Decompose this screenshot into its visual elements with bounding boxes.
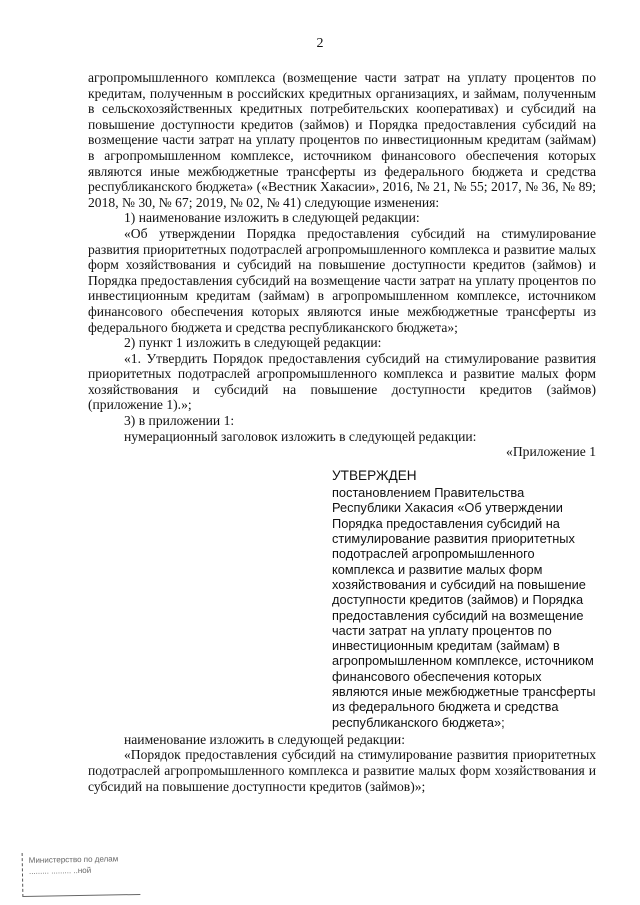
approval-text: постановлением Правительства Республики Хакасия «Об утверждении Порядка предоставления субсидий на стимулирование развития приоритетных подотраслей агропромышленного комплекса и развитие малых форм хозяйствования и субсидий на повышение доступности кредитов (займов) и Порядка предоставления субсидий на возмещение части затрат на уплату процентов по инвестиционным кредитам (займам) в агропромышленном комплексе, источником финансового обеспечения которых являются иные межбюджетные трансферты из федерального бюджета и средства республиканского бюджета»; bbox=[332, 485, 596, 730]
appendix-label: «Приложение 1 bbox=[506, 444, 596, 460]
name-instruction: наименование изложить в следующей редакции: bbox=[124, 731, 405, 747]
item-2-intro: 2) пункт 1 изложить в следующей редакции: bbox=[124, 335, 382, 351]
stamp-line-2: ......... ......... ..ной bbox=[28, 865, 92, 876]
approval-heading: УТВЕРЖДЕН bbox=[332, 467, 417, 483]
item-1-quote: «Об утверждении Порядка предоставления субсидий на стимулирование развития приоритетных подотраслей агропромышленного комплекса и развитие малых форм хозяйствования и субсидий на повышение доступности кредитов (займов) и Порядка предоставления субсидий на возмещение части затрат на уплату процентов по инвестиционным кредитам (займам) в агропромышленном комплексе, источником финансового обеспечения которых являются иные межбюджетные трансферты из федерального бюджета и средства республиканского бюджета»; bbox=[88, 225, 596, 335]
document-body bbox=[88, 70, 596, 794]
item-3-intro: 3) в приложении 1: bbox=[124, 413, 235, 429]
page-number: 2 bbox=[316, 36, 324, 51]
name-quote: «Порядок предоставления субсидий на стимулирование развития приоритетных подотраслей агропромышленного комплекса и развитие малых форм хозяйствования и субсидий на повышение доступности кредитов (займов)»; bbox=[88, 747, 596, 794]
intro-paragraph: агропромышленного комплекса (возмещение части затрат на уплату процентов по кредитам, полученным в российских кредитных организациях, и займам, полученным в сельскохозяйственных кредитных потребительских кооперативах) и субсидий на повышение доступности кредитов (займов) и Порядка предоставления субсидий на возмещение части затрат на уплату процентов по инвестиционным кредитам (займам) в агропромышленном комплексе, источником финансового обеспечения которых являются иные межбюджетные трансферты из федерального бюджета и средства республиканского бюджета» («Вестник Хакасии», 2016, № 21, № 55; 2017, № 36, № 89; 2018, № 30, № 67; 2019, № 02, № 41) следующие изменения: bbox=[88, 70, 596, 210]
item-2-quote: «1. Утвердить Порядок предоставления субсидий на стимулирование развития приоритетных подотраслей агропромышленного комплекса и развитие малых форм хозяйствования и субсидий на повышение доступности кредитов (займов) (приложение 1).»; bbox=[88, 350, 596, 413]
item-1-intro: 1) наименование изложить в следующей редакции: bbox=[124, 210, 420, 226]
heading-instruction: нумерационный заголовок изложить в следующей редакции: bbox=[124, 428, 477, 444]
stamp-line-1: Министерство по делам bbox=[28, 854, 119, 865]
approval-block bbox=[332, 468, 596, 730]
registration-stamp bbox=[22, 851, 141, 897]
